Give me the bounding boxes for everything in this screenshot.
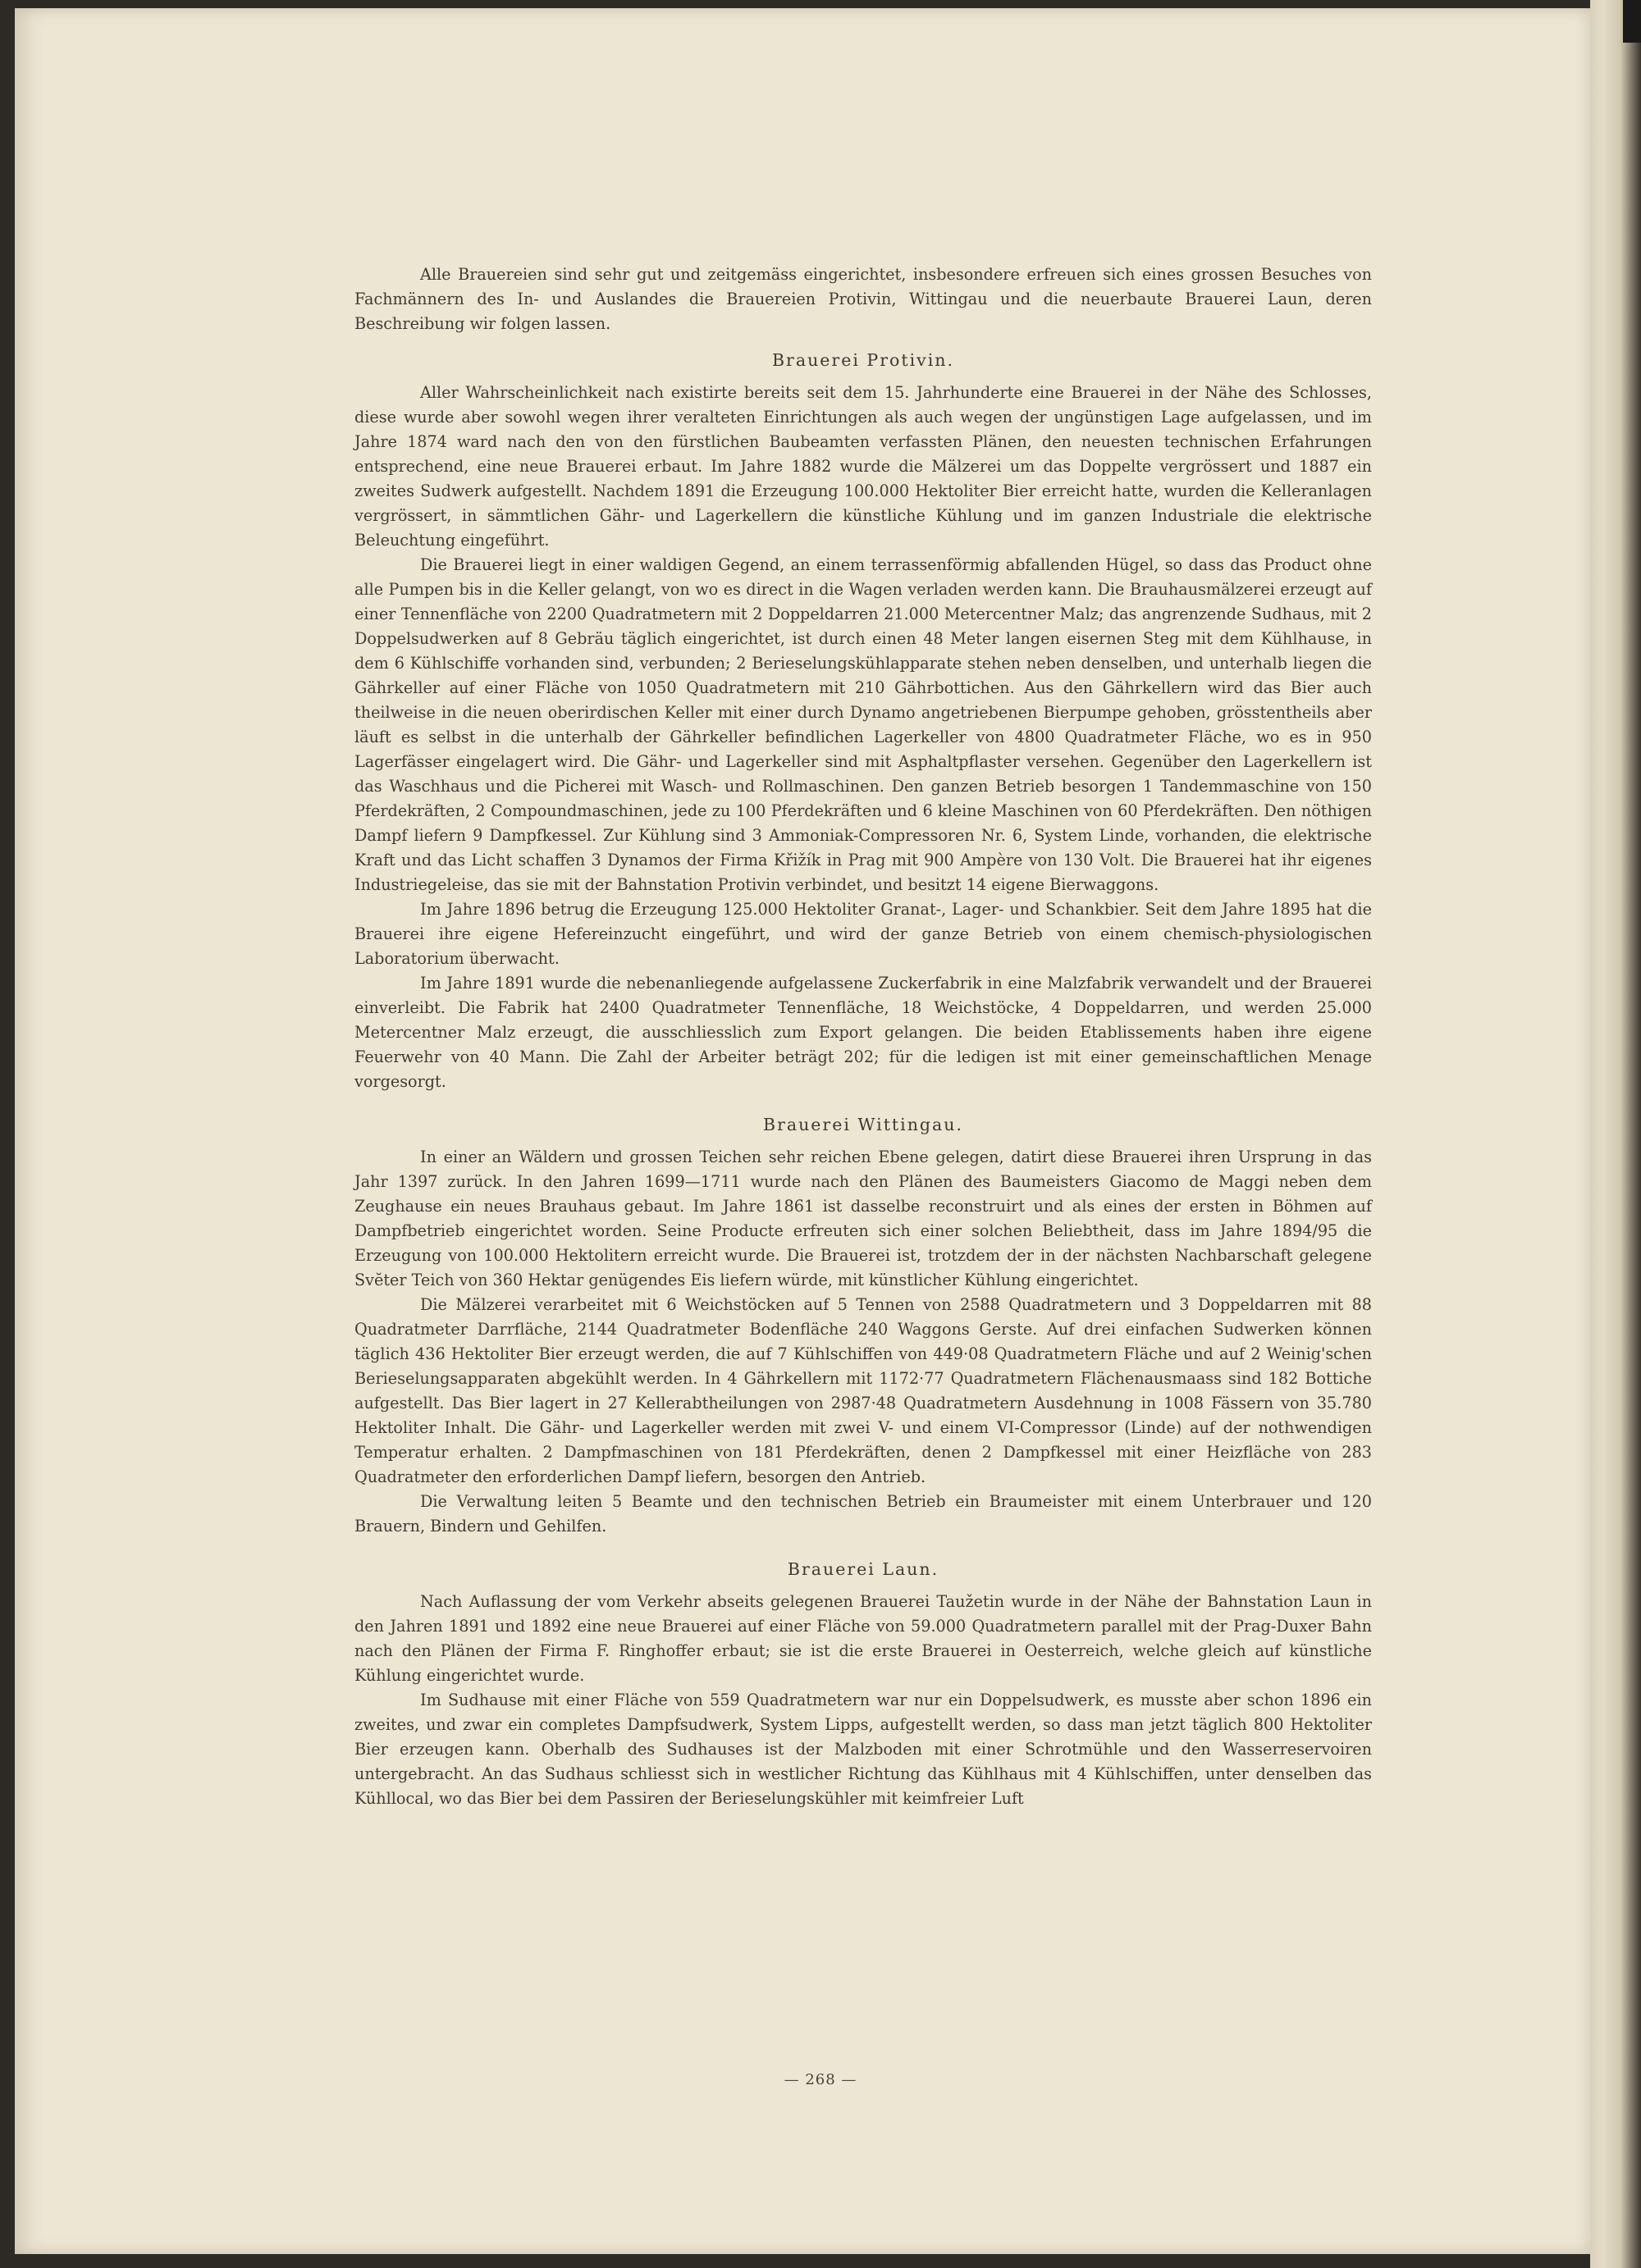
protivin-paragraph: Die Brauerei liegt in einer waldigen Gegend, an einem terrassenförmig abfallenden Hügel, so dass das Product ohne alle Pumpen bis in die Keller gelangt, von wo es direct in die Wagen verladen werden kann. Die Brauhausmälzerei erzeugt auf einer Tennenfläche von 2200 Quadratmetern mit 2 Doppeldarren 21.000 Metercentner Malz; das angrenzende Sudhaus, mit 2 Doppelsudwerken auf 8 Gebräu täglich eingerichtet, ist durch einen 48 Meter langen eisernen Steg mit dem Kühlhause, in dem 6 Kühlschiffe vorhanden sind, verbunden; 2 Berieselungskühlapparate stehen neben denselben, und unterhalb liegen die Gährkeller auf einer Fläche von 1050 Quadratmetern mit 210 Gährbottichen. Aus den Gährkellern wird das Bier auch theilweise in die neuen oberirdischen Keller mit einer durch Dynamo angetriebenen Bierpumpe gehoben, grösstentheils aber läuft es selbst in die unterhalb der Gährkeller befindlichen Lagerkeller von 4800 Quadratmeter Fläche, wo es in 950 Lagerfässer eingelagert wird. Die Gähr- und Lagerkeller sind mit Asphaltpflaster versehen. Gegenüber den Lagerkellern ist das Waschhaus und die Picherei mit Wasch- und Rollmaschinen. Den ganzen Betrieb besorgen 1 Tandemmaschine von 150 Pferdekräften, 2 Compoundmaschinen, jede zu 100 Pferdekräften und 6 kleine Maschinen von 60 Pferdekräften. Den nöthigen Dampf liefern 9 Dampfkessel. Zur Kühlung sind 3 Ammoniak-Compressoren Nr. 6, System Linde, vorhanden, die elektrische Kraft und das Licht schaffen 3 Dynamos der Firma Křižík in Prag mit 900 Ampère von 130 Volt. Die Brauerei hat ihr eigenes Industriegeleise, das sie mit der Bahnstation Protivin verbindet, und besitzt 14 eigene Bierwaggons. — [354, 555, 1372, 894]
wittingau-paragraph: Die Mälzerei verarbeitet mit 6 Weichstöcken auf 5 Tennen von 2588 Quadratmetern und 3 Doppeldarren mit 88 Quadratmeter Darrfläche, 2144 Quadratmeter Bodenfläche 240 Waggons Gerste. Auf drei einfachen Sudwerken können täglich 436 Hektoliter Bier erzeugt werden, die auf 7 Kühlschiffen von 449·08 Quadratmetern Fläche und auf 2 Weinig'schen Berieselungsapparaten abgekühlt werden. In 4 Gährkellern mit 1172·77 Quadratmetern Flächenausmaass sind 182 Bottiche aufgestellt. Das Bier lagert in 27 Kellerabtheilungen von 2987·48 Quadratmetern Ausdehnung in 1008 Fässern von 35.780 Hektoliter Inhalt. Die Gähr- und Lagerkeller werden mit zwei V- und einem VI-Compressor (Linde) auf der nothwendigen Temperatur erhalten. 2 Dampfmaschinen von 181 Pferdekräften, denen 2 Dampfkessel mit einer Heizfläche von 283 Quadratmeter den erforderlichen Dampf liefern, besorgen den Antrieb. — [354, 1295, 1372, 1486]
body-text — [354, 262, 1372, 1811]
wittingau-paragraph: In einer an Wäldern und grossen Teichen sehr reichen Ebene gelegen, datirt diese Brauerei ihren Ursprung in das Jahr 1397 zurück. In den Jahren 1699—1711 wurde nach den Plänen des Baumeisters Giacomo de Maggi neben dem Zeughause ein neues Brauhaus gebaut. Im Jahre 1861 ist dasselbe reconstruirt und als eines der ersten in Böhmen auf Dampfbetrieb eingerichtet worden. Seine Producte erfreuten sich einer solchen Beliebtheit, dass im Jahre 1894/95 die Erzeugung von 100.000 Hektolitern erreicht wurde. Die Brauerei ist, trotzdem der in der nächsten Nachbarschaft gelegene Svĕter Teich von 360 Hektar genügendes Eis liefern würde, mit künstlicher Kühlung eingerichtet. — [354, 1148, 1372, 1289]
section-title-laun: Brauerei Laun. — [787, 1559, 939, 1579]
wittingau-paragraph: Die Verwaltung leiten 5 Beamte und den technischen Betrieb ein Braumeister mit einem Unterbrauer und 120 Brauern, Bindern und Gehilfen. — [354, 1492, 1372, 1536]
laun-paragraph: Im Sudhause mit einer Fläche von 559 Quadratmetern war nur ein Doppelsudwerk, es musste aber schon 1896 ein zweites, und zwar ein completes Dampfsudwerk, System Lipps, aufgestellt werden, so dass man jetzt täglich 800 Hektoliter Bier erzeugen kann. Oberhalb des Sudhauses ist der Malzboden mit einer Schrotmühle und den Wasserreservoiren untergebracht. An das Sudhaus schliesst sich in westlicher Richtung das Kühlhaus mit 4 Kühlschiffen, unter denselben das Kühllocal, wo das Bier bei dem Passiren der Berieselungskühler mit keimfreier Luft — [354, 1691, 1372, 1808]
section-title-protivin: Brauerei Protivin. — [771, 350, 954, 370]
protivin-paragraph: Im Jahre 1896 betrug die Erzeugung 125.000 Hektoliter Granat-, Lager- und Schankbier. Seit dem Jahre 1895 hat die Brauerei ihre eigene Hefereinzucht eingeführt, und wird der ganze Betrieb von einem chemisch-physiologischen Laboratorium überwacht. — [354, 900, 1372, 968]
intro-paragraph: Alle Brauereien sind sehr gut und zeitgemäss eingerichtet, insbesondere erfreuen sich eines grossen Besuches von Fachmännern des In- und Auslandes die Brauereien Protivin, Wittingau und die neuerbaute Brauerei Laun, deren Beschreibung wir folgen lassen. — [354, 265, 1372, 333]
laun-paragraph: Nach Auflassung der vom Verkehr abseits gelegenen Brauerei Taužetin wurde in der Nähe der Bahnstation Laun in den Jahren 1891 und 1892 eine neue Brauerei auf einer Fläche von 59.000 Quadratmetern parallel mit der Prag-Duxer Bahn nach den Plänen der Firma F. Ringhoffer erbaut; sie ist die erste Brauerei in Oesterreich, welche gleich auf künstliche Kühlung eingerichtet wurde. — [354, 1592, 1372, 1685]
section-title-wittingau: Brauerei Wittingau. — [763, 1115, 963, 1134]
protivin-paragraph: Im Jahre 1891 wurde die nebenanliegende aufgelassene Zuckerfabrik in eine Malzfabrik verwandelt und der Brauerei einverleibt. Die Fabrik hat 2400 Quadratmeter Tennenfläche, 18 Weichstöcke, 4 Doppeldarren, und werden 25.000 Metercentner Malz erzeugt, die ausschliesslich zum Export gelangen. Die beiden Etablissements haben ihre eigene Feuerwehr von 40 Mann. Die Zahl der Arbeiter beträgt 202; für die ledigen ist mit einer gemeinschaftlichen Menage vorgesorgt. — [354, 974, 1372, 1091]
page-number: — 268 — — [784, 2071, 857, 2088]
binding-tab — [1623, 0, 1641, 43]
protivin-paragraph: Aller Wahrscheinlichkeit nach existirte bereits seit dem 15. Jahrhunderte eine Brauerei in der Nähe des Schlosses, diese wurde aber sowohl wegen ihrer veralteten Einrichtungen als auch wegen der ungünstigen Lage aufgelassen, und im Jahre 1874 ward nach den von den fürstlichen Baubeamten verfassten Plänen, den neuesten technischen Erfahrungen entsprechend, eine neue Brauerei erbaut. Im Jahre 1882 wurde die Mälzerei um das Doppelte vergrössert und 1887 ein zweites Sudwerk aufgestellt. Nachdem 1891 die Erzeugung 100.000 Hektoliter Bier erreicht hatte, wurden die Kelleranlagen vergrössert, in sämmtlichen Gähr- und Lagerkellern die künstliche Kühlung und im ganzen Industriale die elektrische Beleuchtung eingeführt. — [354, 383, 1372, 550]
book-page-edge — [1590, 0, 1641, 2268]
